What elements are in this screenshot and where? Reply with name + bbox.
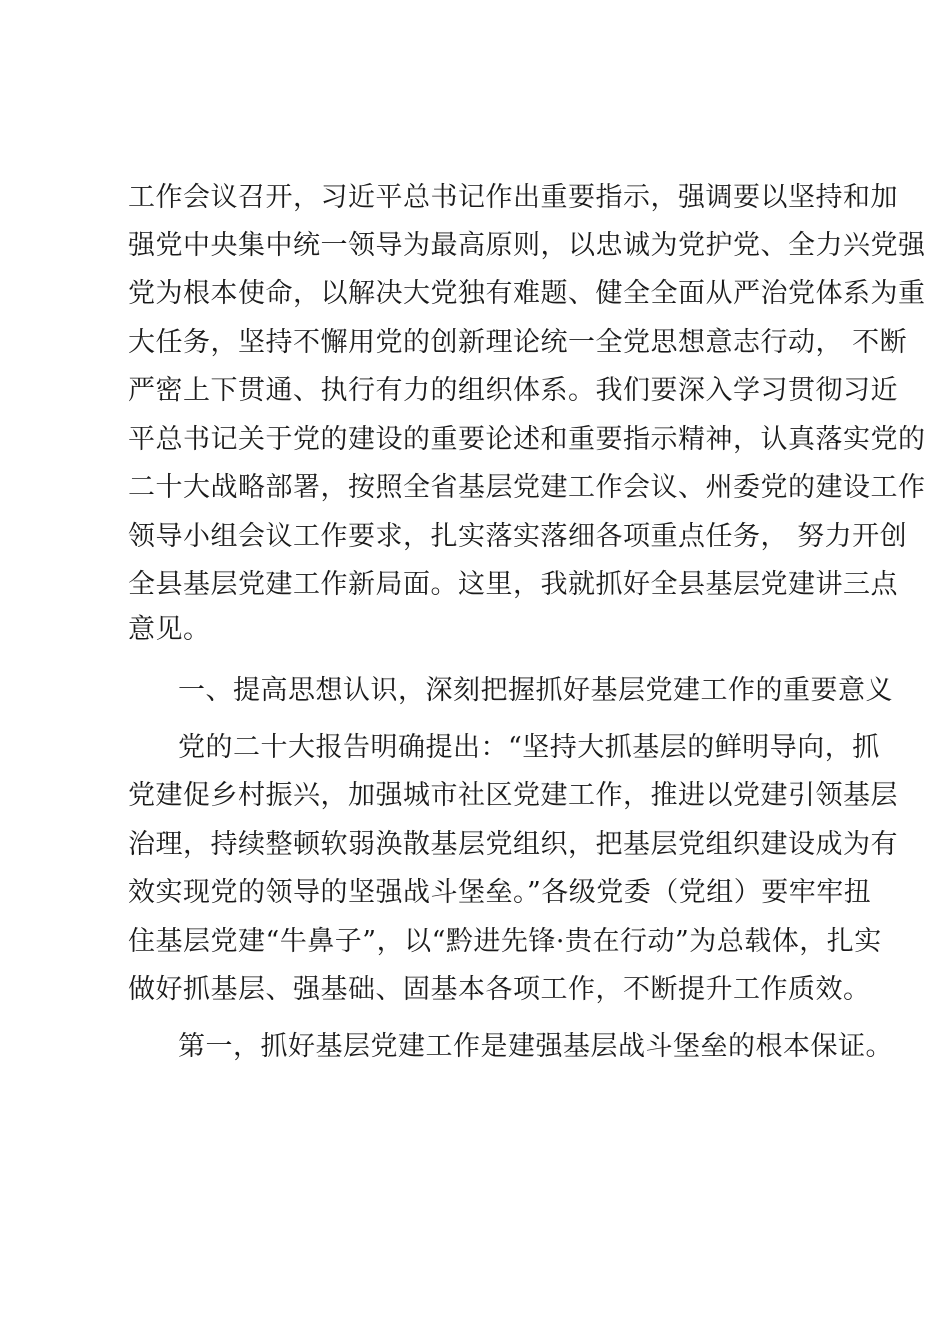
section-heading: 一、提高思想认识，深刻把握抓好基层党建工作的重要意义 (178, 675, 893, 706)
body-text-line: 强党中央集中统一领导为最高原则，以忠诚为党护党、全力兴党强 (128, 230, 926, 261)
paragraph-first-line: 党的二十大报告明确提出：“坚持大抓基层的鲜明导向，抓 (178, 732, 880, 763)
body-text-line: 效实现党的领导的坚强战斗堡垒。”各级党委（党组）要牢牢扭 (128, 877, 872, 908)
body-text-line: 意见。 (128, 614, 211, 645)
body-text-line: 党建促乡村振兴，加强城市社区党建工作，推进以党建引领基层 (128, 780, 898, 811)
body-text-line: 治理，持续整顿软弱涣散基层党组织，把基层党组织建设成为有 (128, 829, 898, 860)
body-text-line: 全县基层党建工作新局面。这里，我就抓好全县基层党建讲三点 (128, 569, 898, 600)
body-text-line: 平总书记关于党的建设的重要论述和重要指示精神，认真落实党的 (128, 424, 926, 455)
body-text-line: 党为根本使命，以解决大党独有难题、健全全面从严治党体系为重 (128, 278, 926, 309)
body-text-line: 住基层党建“牛鼻子”，以“黔进先锋·贵在行动”为总载体，扎实 (128, 926, 882, 957)
body-text-line: 做好抓基层、强基础、固基本各项工作，不断提升工作质效。 (128, 974, 871, 1005)
body-text-line: 二十大战略部署，按照全省基层党建工作会议、州委党的建设工作 (128, 472, 926, 503)
body-text-line: 领导小组会议工作要求，扎实落实落细各项重点任务， 努力开创 (128, 521, 908, 552)
paragraph-first-line: 第一，抓好基层党建工作是建强基层战斗堡垒的根本保证。 (178, 1031, 893, 1062)
body-text-line: 大任务，坚持不懈用党的创新理论统一全党思想意志行动， 不断 (128, 327, 908, 358)
body-text-line: 工作会议召开，习近平总书记作出重要指示，强调要以坚持和加 (128, 182, 898, 213)
body-text-line: 严密上下贯通、执行有力的组织体系。我们要深入学习贯彻习近 (128, 375, 898, 406)
